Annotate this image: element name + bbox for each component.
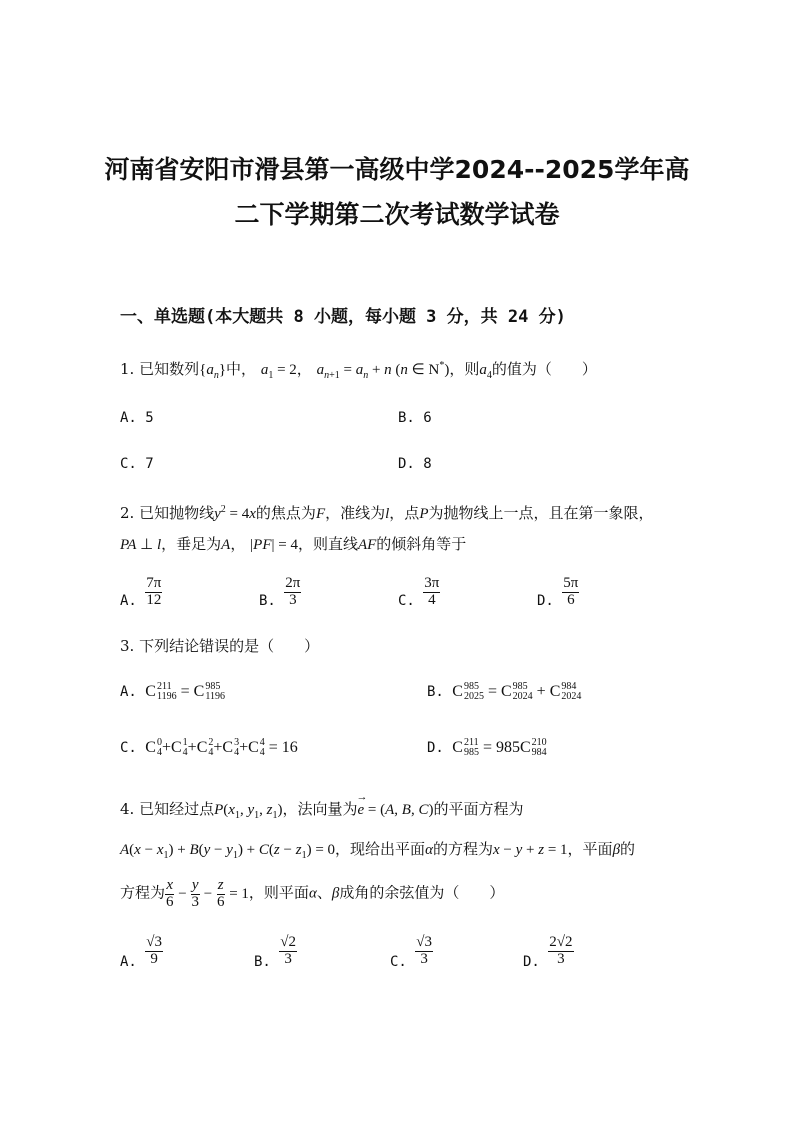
math-set-an: $\{a_n\}$ xyxy=(199,362,227,381)
radicand: 2 xyxy=(565,934,573,950)
question-3-number: 3. xyxy=(120,637,135,655)
math-af: AF xyxy=(357,537,377,553)
option-label: B. xyxy=(398,410,415,426)
question-4-option-c[interactable] xyxy=(390,934,433,971)
question-1-stem xyxy=(120,358,597,379)
math-beta-equation: $\frac{x}{6}$ − $\frac{y}{3}$ − $\frac{z}{6}$ = 1 xyxy=(166,877,249,910)
exam-title-line1: 河南省安阳市滑县第一高级中学2024--2025学年高 xyxy=(104,155,690,184)
math-f: F xyxy=(315,506,326,522)
question-2-text: 的焦点为 xyxy=(255,504,316,522)
question-3-option-b[interactable] xyxy=(427,682,581,702)
radicand: 2 xyxy=(288,934,297,950)
question-1-option-d[interactable] xyxy=(398,456,432,472)
question-2-text: ，垂足为 xyxy=(161,535,222,553)
fraction xyxy=(145,576,162,609)
question-1-text: ， xyxy=(296,360,312,378)
question-1-number: 1. xyxy=(120,360,135,378)
numerator: 5π xyxy=(563,575,579,591)
math-alpha-equation: x − y + z = 1 xyxy=(492,842,568,858)
math-a1-equals-2: $a_1 = 2$ xyxy=(260,362,297,381)
option-value: 8 xyxy=(423,456,432,472)
question-4-text: 已知经过点 xyxy=(139,800,215,818)
question-2-number: 2. xyxy=(120,504,135,522)
question-1-option-c[interactable] xyxy=(120,456,154,472)
question-1-text: ，则 xyxy=(449,360,480,378)
question-2-text: ，则直线 xyxy=(297,535,358,553)
fraction: $\frac{√2}{3}$ xyxy=(280,934,297,967)
question-2-text: 已知抛物线 xyxy=(139,504,215,522)
option-label: D. xyxy=(523,954,540,971)
fraction xyxy=(284,576,301,609)
question-4-number: 4. xyxy=(120,800,135,818)
fraction xyxy=(423,576,440,609)
question-1-option-a[interactable] xyxy=(120,410,154,426)
math-a4: $a_4$ xyxy=(479,362,492,381)
option-value: 6 xyxy=(423,410,432,426)
section-heading-single-choice: 一、单选题(本大题共 8 小题，每小题 3 分，共 24 分) xyxy=(120,307,566,327)
question-3-text: 下列结论错误的是（ ） xyxy=(139,637,320,655)
math-binomial-identity: C 211 1196 = C 985 1196 xyxy=(145,681,225,702)
question-4-text: ，法向量为 xyxy=(282,800,358,818)
option-label: B. xyxy=(254,954,271,971)
option-label: C. xyxy=(120,740,137,756)
question-1-text: 的值为（ ） xyxy=(491,360,597,378)
question-4-text: 的方程为 xyxy=(432,840,493,858)
math-beta: β xyxy=(612,842,621,858)
question-4-text: ，平面 xyxy=(567,840,613,858)
fraction xyxy=(562,576,579,609)
question-3-stem xyxy=(120,635,319,656)
denominator: 3 xyxy=(289,591,297,608)
question-2-text: ， xyxy=(230,535,246,553)
question-4-text: ，则平面 xyxy=(248,883,309,902)
question-4-text: 的 xyxy=(620,840,636,858)
question-3-option-d[interactable] xyxy=(427,738,547,758)
option-value: 5 xyxy=(145,410,154,426)
math-alpha: α xyxy=(425,842,433,858)
math-a: A xyxy=(221,537,231,553)
math-recurrence: $a_{n+1} = a_n + n$ (n ∈ N*) xyxy=(316,360,450,381)
question-2-text: ，点 xyxy=(389,504,420,522)
math-alpha: α xyxy=(308,885,317,902)
question-4-text: 的平面方程为 xyxy=(433,800,524,818)
question-4-text: 成角的余弦值为（ ） xyxy=(339,883,505,902)
question-2-text: 的倾斜角等于 xyxy=(376,535,467,553)
question-2-stem-line2 xyxy=(120,533,466,554)
option-label: C. xyxy=(398,593,415,610)
numerator: 3π xyxy=(424,575,440,591)
numerator: 2π xyxy=(285,575,301,591)
question-1-text: 已知数列 xyxy=(139,360,200,378)
question-2-stem-line1 xyxy=(120,502,654,523)
radicand: 3 xyxy=(154,934,163,950)
numerator: 7π xyxy=(146,575,162,591)
math-beta: β xyxy=(331,885,340,902)
question-4-stem-line2 xyxy=(120,838,635,859)
option-label: D. xyxy=(427,740,444,756)
question-4-option-b[interactable] xyxy=(254,934,297,971)
denominator: 12 xyxy=(146,591,162,608)
question-4-stem-line1 xyxy=(120,798,524,819)
math-l: l xyxy=(385,506,390,522)
denominator: 6 xyxy=(567,591,575,608)
question-2-text: ，准线为 xyxy=(325,504,386,522)
question-2-option-c[interactable] xyxy=(398,576,440,609)
option-label: A. xyxy=(120,684,137,700)
coefficient: 2 xyxy=(549,934,557,950)
option-label: A. xyxy=(120,954,137,971)
question-3-option-a[interactable] xyxy=(120,682,225,702)
math-parabola: $y^2 = 4x$ xyxy=(214,504,256,522)
denominator: 9 xyxy=(150,950,158,967)
question-1-option-b[interactable] xyxy=(398,410,432,426)
question-4-option-d[interactable] xyxy=(523,934,574,971)
option-label: A. xyxy=(120,410,137,426)
fraction: $\frac{√3}{3}$ xyxy=(416,934,433,967)
option-label: D. xyxy=(537,593,554,610)
math-point-p: $P(x_1$, $y_1$, $z_1$) xyxy=(214,802,283,821)
math-p: P xyxy=(419,506,429,522)
question-3-option-c[interactable] xyxy=(120,738,298,758)
fraction: $\frac{√3}{9}$ xyxy=(146,934,163,967)
denominator: 4 xyxy=(428,591,436,608)
denominator: 3 xyxy=(557,950,565,967)
math-binomial-identity: C 211 985 = 985C 210 984 xyxy=(452,737,547,758)
option-label: D. xyxy=(398,456,415,472)
option-label: B. xyxy=(427,684,444,700)
question-4-option-a[interactable] xyxy=(120,934,163,971)
radicand: 3 xyxy=(424,934,433,950)
option-label: C. xyxy=(120,456,137,472)
denominator: 3 xyxy=(420,950,428,967)
denominator: 3 xyxy=(284,950,292,967)
math-normal-vector: → e = (A, B, C) xyxy=(357,802,433,818)
math-plane-equation: $A(x - x_1) + B(y - y_1) + C(z - z_1) = 0$ xyxy=(120,842,336,861)
option-label: B. xyxy=(259,593,276,610)
option-value: 7 xyxy=(145,456,154,472)
question-2-option-b[interactable] xyxy=(259,576,301,609)
option-label: C. xyxy=(390,954,407,971)
question-4-text: 、 xyxy=(316,883,332,902)
question-2-text: 为抛物线上一点，且在第一象限， xyxy=(428,504,654,522)
math-pa-perp-l: PA ⊥ l xyxy=(120,537,162,553)
question-4-text: 方程为 xyxy=(120,883,166,902)
option-label: A. xyxy=(120,593,137,610)
question-4-text: ，现给出平面 xyxy=(335,840,426,858)
math-binomial-sum: C 0 4 +C 1 4 +C 2 4 +C 3 4 +C 4 4 = 16 xyxy=(145,737,298,758)
math-binomial-identity: C 985 2025 = C 985 2024 + C 984 2024 xyxy=(452,681,582,702)
question-2-option-a[interactable] xyxy=(120,576,162,609)
fraction: $\frac{2√2}{3}$ xyxy=(549,934,573,967)
exam-title-line2: 二下学期第二次考试数学试卷 xyxy=(234,200,560,229)
question-1-text: 中， xyxy=(226,360,257,378)
math-pf-equals-4: |PF| = 4 xyxy=(250,537,298,553)
question-2-option-d[interactable] xyxy=(537,576,579,609)
question-4-stem-line3 xyxy=(120,878,504,911)
